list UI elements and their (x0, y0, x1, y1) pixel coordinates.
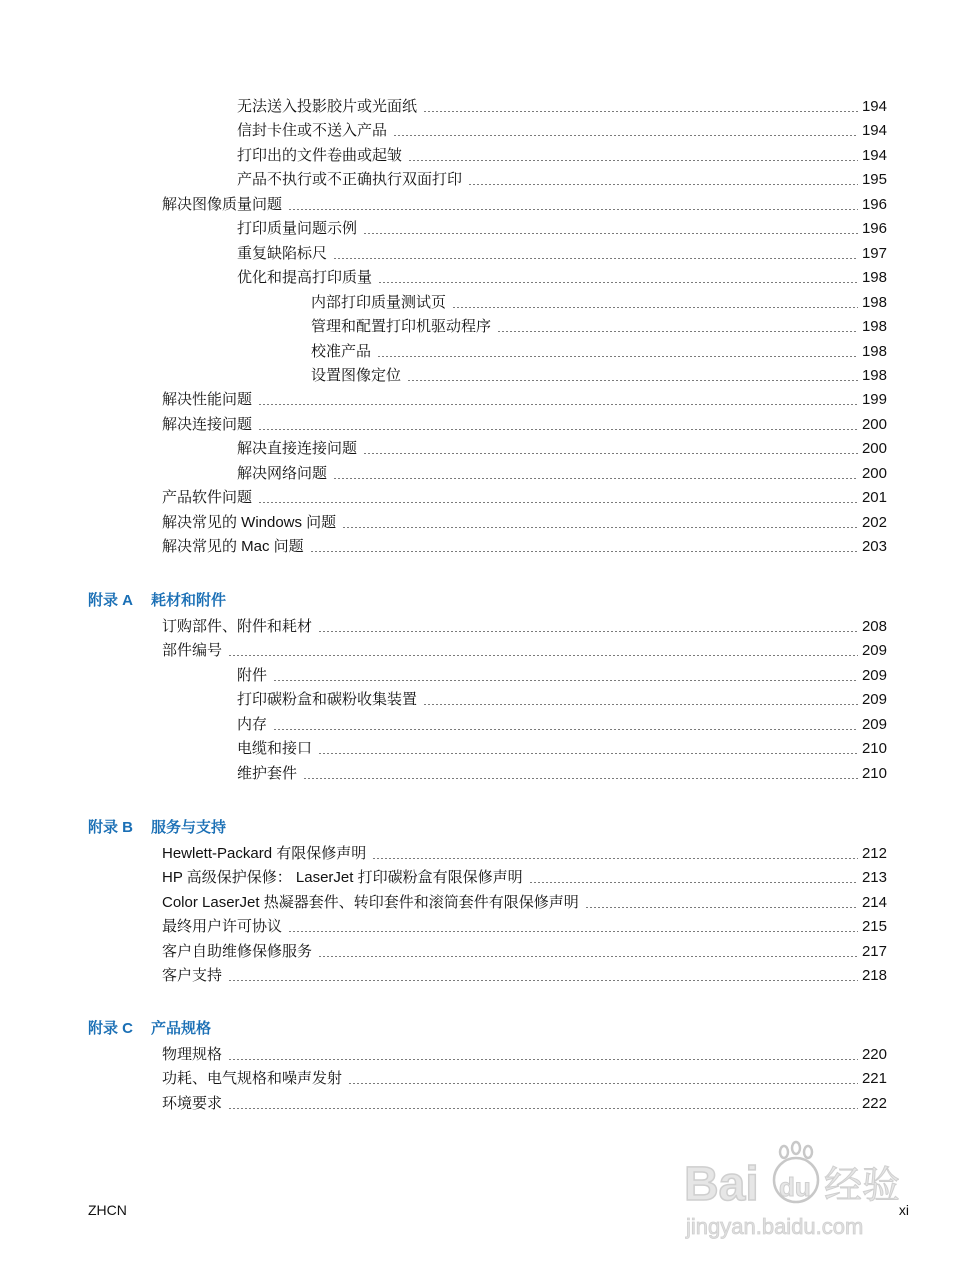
dot-leader (407, 380, 858, 381)
toc-entry-title: Hewlett-Packard 有限保修声明 (162, 845, 367, 862)
toc-entry[interactable] (162, 942, 887, 962)
dot-leader (228, 1059, 858, 1060)
toc-entry[interactable] (237, 464, 887, 484)
toc-entry-title: 环境要求 (162, 1094, 223, 1112)
toc-entry-title: 解决性能问题 (162, 391, 253, 409)
toc-entry-page: 198 (861, 366, 887, 384)
dot-leader (497, 331, 858, 332)
toc-entry[interactable] (162, 1069, 887, 1089)
appendix-heading[interactable] (88, 817, 226, 839)
toc-entry-title: 打印出的文件卷曲或起皱 (237, 146, 403, 164)
dot-leader (333, 258, 858, 259)
toc-entry[interactable] (162, 513, 887, 533)
toc-entry-title: 设置图像定位 (311, 366, 402, 384)
toc-entry-page: 196 (861, 220, 887, 238)
toc-entry-page: 209 (861, 715, 887, 733)
appendix-title: 产品规格 (151, 1020, 212, 1037)
dot-leader (273, 680, 858, 681)
toc-entry-title: 解决网络问题 (237, 464, 328, 482)
dot-leader (468, 184, 858, 185)
toc-entry-page: 214 (861, 893, 887, 911)
dot-leader (318, 956, 858, 957)
toc-entry[interactable] (162, 1094, 887, 1114)
appendix-heading[interactable] (88, 590, 226, 612)
toc-entry[interactable] (237, 121, 887, 141)
toc-entry-title: 电缆和接口 (237, 740, 313, 758)
dot-leader (310, 551, 858, 552)
dot-leader (258, 502, 858, 503)
dot-leader (303, 778, 858, 779)
toc-entry[interactable] (162, 488, 887, 508)
toc-entry-page: 196 (861, 195, 887, 213)
toc-entry[interactable] (162, 195, 887, 215)
toc-entry-page: 197 (861, 244, 887, 262)
svg-text:jingyan.baidu.com: jingyan.baidu.com (686, 1214, 864, 1239)
toc-entry-page: 198 (861, 293, 887, 311)
dot-leader (258, 429, 858, 430)
svg-text:经验: 经验 (824, 1163, 901, 1207)
footer-page-number: xi (898, 1202, 909, 1218)
toc-entry[interactable] (237, 268, 887, 288)
toc-entry-title: 解决图像质量问题 (162, 195, 283, 213)
toc-entry-title: 打印碳粉盒和碳粉收集装置 (237, 691, 418, 709)
toc-entry[interactable] (162, 844, 887, 864)
toc-entry-page: 194 (861, 98, 887, 115)
toc-entry-page: 198 (861, 318, 887, 336)
toc-entry-page: 212 (861, 845, 887, 862)
toc-entry-title: 优化和提高打印质量 (237, 269, 373, 287)
toc-entry-page: 201 (861, 489, 887, 507)
appendix-heading[interactable] (88, 1018, 211, 1040)
toc-entry[interactable] (237, 170, 887, 190)
toc-entry-title: 部件编号 (162, 642, 223, 660)
toc-entry-title: 解决连接问题 (162, 415, 253, 433)
toc-entry-page: 209 (861, 666, 887, 684)
dot-leader (318, 753, 858, 754)
toc-entry[interactable] (237, 146, 887, 166)
toc-entry-title: Color LaserJet 热凝器套件、转印套件和滚筒套件有限保修声明 (162, 893, 579, 911)
toc-entry-title: 附件 (237, 666, 268, 684)
appendix-label: 附录 B (88, 819, 134, 836)
toc-entry[interactable] (311, 317, 887, 337)
toc-entry-page: 222 (861, 1094, 887, 1112)
toc-entry-page: 198 (861, 342, 887, 360)
toc-entry[interactable] (237, 764, 887, 784)
toc-entry[interactable] (162, 390, 887, 410)
toc-entry-page: 200 (861, 440, 887, 458)
dot-leader (452, 307, 858, 308)
toc-entry[interactable] (162, 617, 887, 637)
toc-entry[interactable] (237, 244, 887, 264)
toc-entry-title: 客户自助维修保修服务 (162, 942, 313, 960)
toc-entry-page: 195 (861, 171, 887, 189)
appendix-label: 附录 C (88, 1020, 134, 1037)
toc-entry-page: 203 (861, 538, 887, 556)
toc-entry[interactable] (162, 893, 887, 913)
toc-entry[interactable] (162, 868, 887, 888)
toc-entry[interactable] (237, 690, 887, 710)
dot-leader (288, 209, 858, 210)
toc-entry-page: 210 (861, 740, 887, 758)
toc-entry-title: 功耗、电气规格和噪声发射 (162, 1070, 343, 1088)
toc-entry-title: 管理和配置打印机驱动程序 (311, 318, 492, 336)
toc-entry[interactable] (162, 537, 887, 557)
toc-entry-page: 200 (861, 464, 887, 482)
toc-entry-title: 物理规格 (162, 1046, 223, 1063)
toc-entry[interactable] (237, 739, 887, 759)
dot-leader (348, 1083, 858, 1084)
appendix-title: 服务与支持 (151, 819, 227, 836)
toc-entry[interactable] (237, 97, 887, 117)
toc-entry-page: 194 (861, 122, 887, 140)
dot-leader (228, 980, 858, 981)
toc-entry-title: 客户支持 (162, 967, 223, 985)
toc-entry-page: 199 (861, 391, 887, 409)
footer-locale: ZHCN (88, 1202, 127, 1218)
toc-entry-title: 校准产品 (311, 342, 372, 360)
toc-entry-page: 209 (861, 691, 887, 709)
toc-entry[interactable] (237, 715, 887, 735)
toc-entry-title: HP 高级保护保修： LaserJet 打印碳粉盒有限保修声明 (162, 869, 523, 887)
toc-entry[interactable] (162, 917, 887, 937)
dot-leader (318, 631, 858, 632)
toc-entry-title: 解决常见的 Windows 问题 (162, 513, 337, 531)
toc-entry[interactable] (237, 219, 887, 239)
toc-entry-page: 194 (861, 146, 887, 164)
dot-leader (585, 907, 858, 908)
appendix-title: 耗材和附件 (151, 592, 227, 609)
toc-entry-title: 内部打印质量测试页 (311, 293, 447, 311)
toc-entry-page: 210 (861, 764, 887, 782)
dot-leader (333, 478, 858, 479)
dot-leader (378, 282, 858, 283)
dot-leader (423, 704, 858, 705)
svg-text:du: du (779, 1172, 811, 1202)
toc-entry-page: 218 (861, 967, 887, 985)
toc-entry-page: 208 (861, 618, 887, 635)
toc-entry-title: 维护套件 (237, 764, 298, 782)
toc-entry-title: 打印质量问题示例 (237, 220, 358, 238)
dot-leader (228, 1108, 858, 1109)
toc-entry-page: 217 (861, 942, 887, 960)
toc-entry-title: 信封卡住或不送入产品 (237, 122, 388, 140)
toc-entry[interactable] (237, 439, 887, 459)
toc-entry[interactable] (162, 641, 887, 661)
toc-entry-title: 内存 (237, 715, 268, 733)
toc-entry[interactable] (311, 293, 887, 313)
toc-entry-title: 产品不执行或不正确执行双面打印 (237, 171, 463, 189)
dot-leader (393, 135, 858, 136)
appendix-label: 附录 A (88, 592, 134, 609)
toc-entry-title: 解决常见的 Mac 问题 (162, 538, 304, 556)
toc-entry[interactable] (311, 366, 887, 386)
toc-entry[interactable] (311, 342, 887, 362)
baidu-jingyan-watermark-logo (678, 1138, 908, 1248)
toc-entry-title: 解决直接连接问题 (237, 440, 358, 458)
dot-leader (423, 111, 858, 112)
toc-entry[interactable] (162, 966, 887, 986)
toc-entry-title: 重复缺陷标尺 (237, 244, 328, 262)
toc-entry-title: 订购部件、附件和耗材 (162, 618, 313, 635)
dot-leader (363, 453, 858, 454)
toc-entry[interactable] (162, 415, 887, 435)
dot-leader (363, 233, 858, 234)
toc-entry-title: 产品软件问题 (162, 489, 253, 507)
toc-entry-page: 200 (861, 415, 887, 433)
toc-entry-page: 209 (861, 642, 887, 660)
toc-entry[interactable] (237, 666, 887, 686)
dot-leader (228, 655, 858, 656)
dot-leader (408, 160, 858, 161)
toc-entry-title: 最终用户许可协议 (162, 918, 283, 936)
dot-leader (529, 882, 858, 883)
dot-leader (288, 931, 858, 932)
toc-entry-title: 无法送入投影胶片或光面纸 (237, 98, 418, 115)
toc-entry-page: 220 (861, 1046, 887, 1063)
toc-entry-page: 215 (861, 918, 887, 936)
toc-entry-page: 198 (861, 269, 887, 287)
toc-entry-page: 202 (861, 513, 887, 531)
svg-text:Bai: Bai (684, 1158, 759, 1211)
dot-leader (372, 858, 858, 859)
toc-entry[interactable] (162, 1045, 887, 1065)
dot-leader (377, 356, 858, 357)
toc-entry-page: 213 (861, 869, 887, 887)
dot-leader (342, 527, 858, 528)
dot-leader (273, 729, 858, 730)
toc-entry-page: 221 (861, 1070, 887, 1088)
dot-leader (258, 404, 858, 405)
